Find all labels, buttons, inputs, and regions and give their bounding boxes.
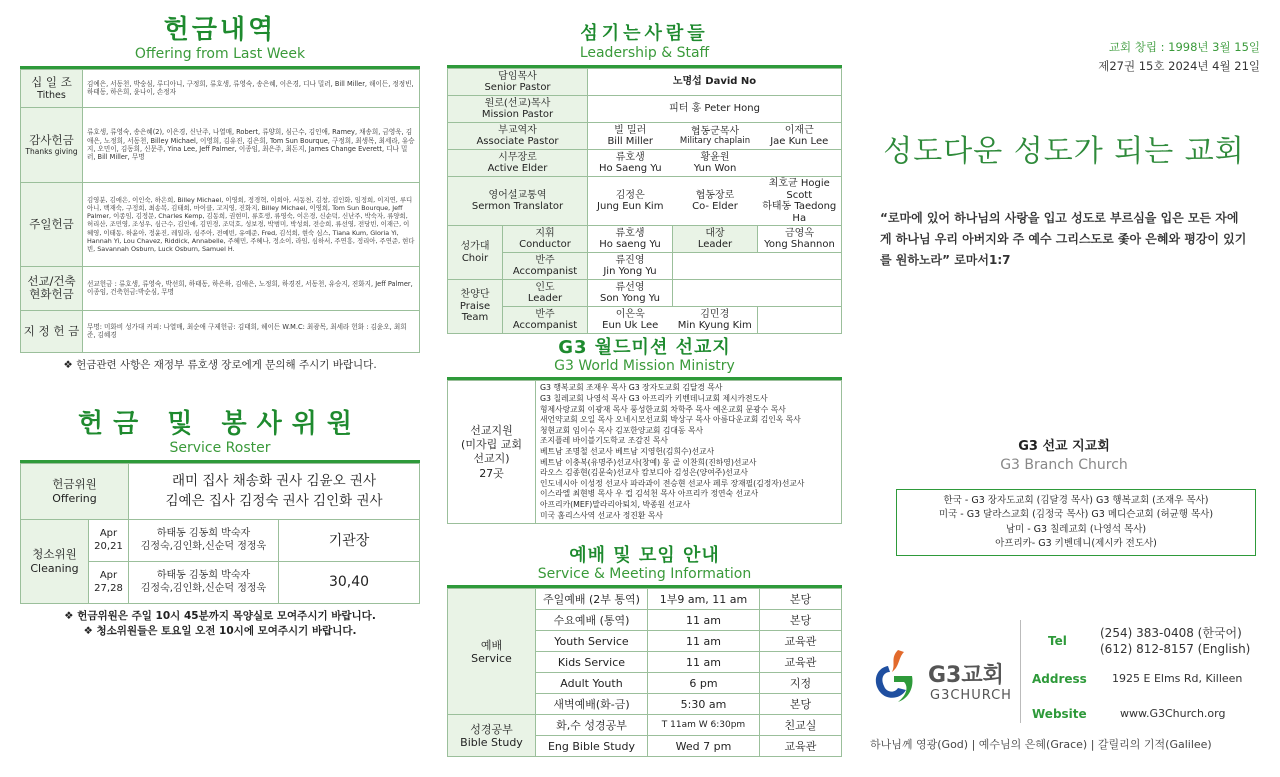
row-label: 주일헌금 xyxy=(21,182,83,266)
founded-date: 교회 창립 : 1998년 3월 15일 xyxy=(1108,40,1260,54)
service-place: 교육관 xyxy=(760,652,842,673)
row-label: 원로(선교)목사 Mission Pastor xyxy=(448,96,588,123)
row-names: 김영분, 김애은, 이인숙, 하은희, Billey Michael, 이영희, 정경혁, 이희아, 서동천, 김창, 김인화, 임정희, 이지연, 루디아니, 백재숙, 구정희, 최송복, 김태희, 마이클, 고지영, 진화지, Billey Michael, 이영희, Tom Sun Bourque, Jeff Palmer, 이종임, 김정문, Charles Kemp, 김동희, 권현미, 류호생, 류영숙, 이은경, 신순덕, 신난주, 박숙자, 류양희, 허리산, 조민영, 조성우, 심근수, 김인애, 김민경, 조덕호, 성보경, 박범미, 박성희, 전승희, 류선영, 전당빈, 이재근, 이혜영, 이태동, 하윤아, 정윤진, 레일라, 심주아, 전예빈, 유예준, Fred, 김석희, 현숙 심스, Tiana Kum, Gloria Yi, Hannah Yi, Lou Chavez, Riddick, Annabelle, 주혜민, 주혜나, 정소이, 라임, 심하서, 주연흥, 정리아, 주연준, 현다빈, Savannah Osburn, Luck Osburn, Samuel H. xyxy=(83,182,420,266)
staff-name: 류호생 Ho Saeng Yu xyxy=(588,150,673,177)
service-time: 6 pm xyxy=(648,673,760,694)
logo-subtitle: G3CHURCH xyxy=(930,688,1012,703)
service-place: 본당 xyxy=(760,589,842,610)
service-name: Adult Youth xyxy=(536,673,648,694)
staff-name: 류진영 Jin Yong Yu xyxy=(588,253,673,280)
row-label: 시무장로 Active Elder xyxy=(448,150,588,177)
tel-numbers: (254) 383-0408 (한국어) (612) 812-8157 (English) xyxy=(1100,626,1251,656)
row-names: 선교헌금 : 류호생, 류영숙, 박선희, 하태동, 하은하, 김애은, 노정희, 하경진, 서동천, 유승지, 진화지, Jeff Palmer, 이종임, 건축헌금:박순심, 무명 xyxy=(83,266,420,310)
staff-name: 빌 밀러 Bill Miller xyxy=(588,123,673,150)
study-time: Wed 7 pm xyxy=(648,736,760,757)
mission-item: 조지플레 바이블기도학교 조감진 목사 xyxy=(540,436,668,446)
study-place: 친교실 xyxy=(760,715,842,736)
tel-label: Tel xyxy=(1048,634,1067,648)
mission-item: 라오스 김종현(김문숙)선교사 캄보디아 김성은(양여주)선교사 xyxy=(540,468,748,478)
service-time: 1부9 am, 11 am xyxy=(648,589,760,610)
service-label: 예배 Service xyxy=(448,589,536,715)
worship-table xyxy=(447,588,842,757)
mission-item: 아프리카(MEF)말라리아퇴치, 박종원 선교사 xyxy=(540,499,691,509)
bible-study-label: 성경공부 Bible Study xyxy=(448,715,536,757)
address-value: 1925 E Elms Rd, Killeen xyxy=(1112,672,1243,685)
staff-name: 이은욱 Eun Uk Lee xyxy=(588,307,673,334)
staff-name: 협동군목사 Military chaplain xyxy=(673,123,758,150)
table-row xyxy=(448,253,842,280)
leadership-table xyxy=(447,68,842,334)
row-label: 영어설교통역 Sermon Translator xyxy=(448,177,588,226)
cleaning-names: 하태동 김동희 박숙자 김정숙,김인화,신순덕 정정욱 xyxy=(129,561,279,603)
mission-item: G3 칠레교회 나영석 목사 G3 아프리카 키벤데니교회 제시카전도사 xyxy=(540,393,768,403)
staff-name: 김정은 Jung Eun Kim xyxy=(588,177,673,226)
service-name: 주일예배 (2부 통역) xyxy=(536,589,648,610)
table-row xyxy=(21,463,420,519)
staff-name: 류호생 Ho saeng Yu xyxy=(588,226,673,253)
mission-item: 미국 홈리스사역 선교사 정진환 목사 xyxy=(540,510,663,520)
website-link[interactable]: www.G3Church.org xyxy=(1120,707,1226,720)
mission-item: 이스라엘 최현병 목사 우 컵 김석천 목사 아프리카 정연숙 선교사 xyxy=(540,489,759,499)
study-name: Eng Bible Study xyxy=(536,736,648,757)
choir-label: 성가대 Choir xyxy=(448,226,503,280)
table-row xyxy=(448,280,842,307)
roster-title: 헌금 및 봉사위원 xyxy=(78,408,362,439)
staff-name: 금영옥 Yong Shannon xyxy=(758,226,842,253)
praise-label: 찬양단 Praise Team xyxy=(448,280,503,334)
mission-item: 청현교회 임이수 목사 김포한양교회 김대동 목사 xyxy=(540,425,704,435)
row-label: 감사헌금 Thanks giving xyxy=(21,107,83,182)
logo-name: G3교회 xyxy=(928,663,1004,688)
cleaning-place: 기관장 xyxy=(279,519,420,561)
study-name: 화,수 성경공부 xyxy=(536,715,648,736)
church-info-column xyxy=(868,0,1260,751)
row-label: 반주 Accompanist xyxy=(503,307,588,334)
table-row xyxy=(448,150,842,177)
staff-name: 협동장로 Co- Elder xyxy=(673,177,758,226)
table-row xyxy=(448,96,842,123)
mission-title: G3 월드미션 선교지 xyxy=(558,337,731,359)
branch-list: 한국 - G3 장자도교회 (김달경 목사) G3 행복교회 (조재우 목사) 미국 - G3 달라스교회 (김정국 목사) G3 메디슨교회 (허균행 목사) 남미 - G3 칠레교회 (나영석 목사) 아프리카- G3 키벤데니(제시카 전도사) xyxy=(896,489,1256,556)
table-row xyxy=(448,715,842,736)
row-label: 선교/건축 현화헌금 xyxy=(21,266,83,310)
cleaning-date: Apr 27,28 xyxy=(89,561,129,603)
cleaning-place: 30,40 xyxy=(279,561,420,603)
row-label: 반주 Accompanist xyxy=(503,253,588,280)
bible-verse: “로마에 있어 하나님의 사랑을 입고 성도로 부르심을 입은 모든 자에게 하나님 우리 아버지와 주 예수 그리스도로 좇아 은혜와 평강이 있기를 원하노라” 로마서1:7 xyxy=(880,211,1247,267)
cleaning-date: Apr 20,21 xyxy=(89,519,129,561)
website-label: Website xyxy=(1032,707,1087,721)
roster-subtitle: Service Roster xyxy=(169,439,271,456)
table-row xyxy=(21,107,420,182)
offering-column xyxy=(20,0,420,639)
mission-label: 선교지원 (미자립 교회 선교지) 27곳 xyxy=(448,381,536,524)
row-label: 지 정 헌 금 xyxy=(21,310,83,352)
study-time: T 11am W 6:30pm xyxy=(648,715,760,736)
table-row xyxy=(21,266,420,310)
table-row xyxy=(448,381,842,524)
row-names: 김예은, 서동천, 박숭심, 루디아니, 구정희, 류호생, 류영숙, 송은혜, 이은경, 디나 밀러, Bill Miller, 해이든, 정정빈, 하태동, 하은희, 윤나이, 손정자 xyxy=(83,69,420,107)
row-names: 무명: 미화비 성가대 커피: 나열매, 최순애 구제헌금: 김태희, 헤이든 W.M.C: 최광목, 최세라 헌화 : 김윤오, 최희준, 김혜경 xyxy=(83,310,420,352)
table-row xyxy=(21,519,420,561)
roster-notes: ❖ 헌금위원은 주일 10시 45분까지 목양실로 모여주시기 바랍니다. ❖ 청소위원들은 토요일 오전 10시에 모여주시기 바랍니다. xyxy=(64,609,376,638)
mission-pastor-name: 피터 홍 Peter Hong xyxy=(588,96,842,123)
service-name: 수요예배 (통역) xyxy=(536,610,648,631)
mission-item: 인도네시아 이성정 선교사 파라과이 전승현 선교사 페루 장재필(김정자)선교사 xyxy=(540,478,805,488)
mission-item: 형제사랑교회 이광재 목사 풍성한교회 차학주 목사 예온교회 문광수 목사 xyxy=(540,404,786,414)
service-time: 11 am xyxy=(648,652,760,673)
mission-list xyxy=(536,381,842,524)
row-label: 부교역자 Associate Pastor xyxy=(448,123,588,150)
church-tagline: 하나님께 영광(God) | 예수님의 은혜(Grace) | 갈릴리의 기적(Galilee) xyxy=(870,738,1212,751)
staff-name: 김민경 Min Kyung Kim xyxy=(673,307,758,334)
service-place: 본당 xyxy=(760,694,842,715)
table-row xyxy=(448,123,842,150)
row-names: 류호생, 류영숙, 송은혜(2), 이은경, 신난주, 나열매, Robert, 류양희, 심근수, 김인애, Ramey, 채송희, 금영욱, 김애은, 노정희, 서동천, Billey Michael, 이영희, 김유진, 김은희, Tom Sun Bourque, 구정희, 최생목, 최세라, 유승지, 오민이, 김동희, 신문주, Yina Lee, Jeff Palmer, 이종임, 최은주, 최돈지, James Change Everett, 디나 밀러, Bill Miller, 무명 xyxy=(83,107,420,182)
row-label: 십 일 조 Tithes xyxy=(21,69,83,107)
table-row xyxy=(448,69,842,96)
mission-table xyxy=(447,380,842,524)
mission-item: 베트남 조명철 선교사 베트남 지영헌(김희수)선교사 xyxy=(540,446,715,456)
roster-table xyxy=(20,463,420,604)
divider xyxy=(1020,620,1021,723)
cleaning-label: 청소위원 Cleaning xyxy=(21,519,89,603)
row-label: 대장 Leader xyxy=(673,226,758,253)
leadership-column xyxy=(447,0,842,757)
service-name: Youth Service xyxy=(536,631,648,652)
table-row xyxy=(21,69,420,107)
table-row xyxy=(21,310,420,352)
address-label: Address xyxy=(1032,672,1087,686)
service-time: 11 am xyxy=(648,631,760,652)
staff-name: 황윤원 Yun Won xyxy=(673,150,758,177)
service-place: 지정 xyxy=(760,673,842,694)
row-label: 지휘 Conductor xyxy=(503,226,588,253)
table-row xyxy=(448,177,842,226)
branch-title: G3 선교 지교회 xyxy=(1018,439,1110,454)
offering-committee-label: 헌금위원 Offering xyxy=(21,463,129,519)
leadership-title: 섬기는사람들 xyxy=(580,23,709,44)
offering-title: 헌금내역 xyxy=(163,15,277,45)
senior-pastor-name: 노명섭 David No xyxy=(588,69,842,96)
contact-block xyxy=(868,620,1260,735)
offering-table xyxy=(20,69,420,353)
table-row xyxy=(448,589,842,610)
service-time: 5:30 am xyxy=(648,694,760,715)
table-row xyxy=(448,307,842,334)
mission-item: 새언약교회 오일 목사 오네시모선교회 박상구 목사 아름다운교회 김인옥 목사 xyxy=(540,415,801,425)
offering-subtitle: Offering from Last Week xyxy=(134,45,306,62)
church-motto: 성도다운 성도가 되는 교회 xyxy=(883,134,1245,169)
cleaning-names: 하태동 김동희 박숙자 김정숙,김인화,신순덕 정정욱 xyxy=(129,519,279,561)
service-place: 본당 xyxy=(760,610,842,631)
table-row xyxy=(448,226,842,253)
service-time: 11 am xyxy=(648,610,760,631)
g3-logo-icon xyxy=(868,646,920,706)
service-place: 교육관 xyxy=(760,631,842,652)
branch-subtitle: G3 Branch Church xyxy=(1000,457,1128,473)
service-name: 새벽예배(화-금) xyxy=(536,694,648,715)
staff-name: 류선영 Son Yong Yu xyxy=(588,280,673,307)
mission-subtitle: G3 World Mission Ministry xyxy=(554,357,735,374)
leadership-subtitle: Leadership & Staff xyxy=(579,44,710,61)
study-place: 교육관 xyxy=(760,736,842,757)
row-label: 인도 Leader xyxy=(503,280,588,307)
offering-committee-names: 래미 집사 채송화 권사 김윤오 권사 김예은 집사 김정숙 권사 김인화 권사 xyxy=(129,463,420,519)
staff-name: 최호균 Hogie Scott 하태동 Taedong Ha xyxy=(758,177,842,226)
offering-note: ❖ 헌금관련 사항은 재정부 류호생 장로에게 문의해 주시기 바랍니다. xyxy=(63,358,377,371)
worship-subtitle: Service & Meeting Information xyxy=(537,565,752,582)
service-name: Kids Service xyxy=(536,652,648,673)
issue-info: 제27권 15호 2024년 4월 21일 xyxy=(1098,59,1260,73)
staff-name: 이재근 Jae Kun Lee xyxy=(758,123,842,150)
mission-item: G3 행복교회 조재우 목사 G3 장자도교회 김달경 목사 xyxy=(540,383,723,393)
table-row xyxy=(21,182,420,266)
mission-item: 베트남 이충복(유명주)선교사(창예) 몽 골 이찬희(진하영)선교사 xyxy=(540,457,757,467)
row-label: 담임목사 Senior Pastor xyxy=(448,69,588,96)
worship-title: 예배 및 모임 안내 xyxy=(569,545,720,567)
